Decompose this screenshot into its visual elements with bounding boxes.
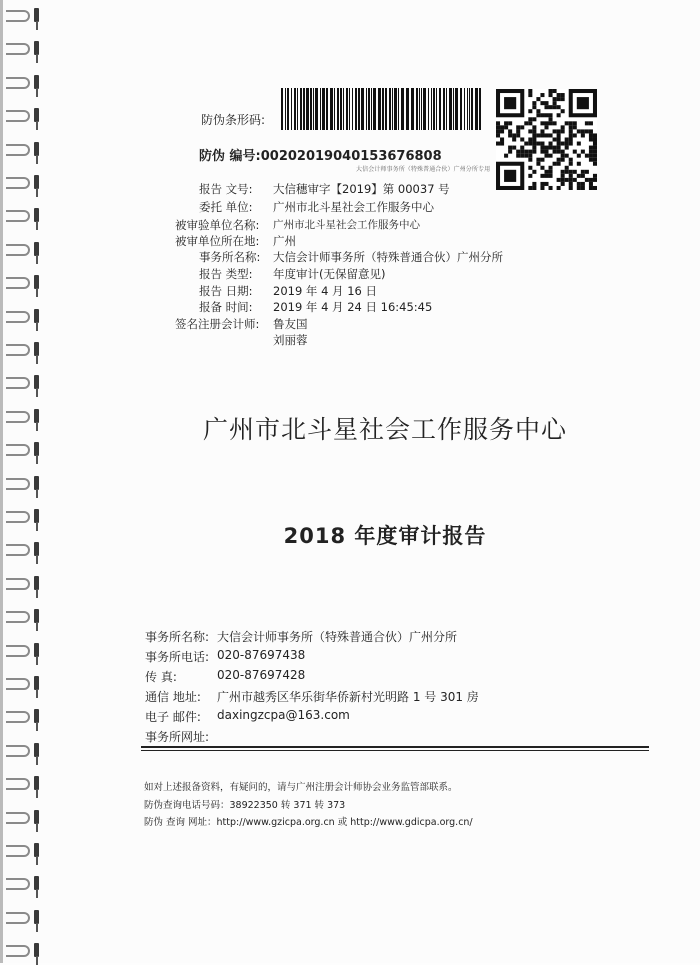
hole-mark	[36, 322, 38, 331]
ring-wire	[6, 912, 30, 924]
ring-wire	[6, 244, 30, 256]
info-value: 年度审计(无保留意见)	[273, 267, 386, 281]
firm-value: 大信会计师事务所（特殊普通合伙）广州分所	[217, 630, 458, 644]
info-value: 广州市北斗星社会工作服务中心	[273, 200, 434, 214]
hole-mark	[36, 288, 38, 297]
hole-mark	[36, 956, 38, 965]
punch-hole	[34, 643, 39, 657]
punch-hole	[34, 709, 39, 723]
binding-ring	[6, 743, 40, 757]
hole-mark	[36, 388, 38, 397]
punch-hole	[34, 843, 39, 857]
ring-wire	[6, 177, 30, 189]
binding-ring	[6, 242, 40, 256]
punch-hole	[34, 8, 39, 22]
punch-hole	[34, 576, 39, 590]
page-edge	[0, 0, 3, 963]
punch-hole	[34, 208, 39, 222]
hole-mark	[36, 255, 38, 264]
binding-ring	[6, 910, 40, 924]
punch-hole	[34, 41, 39, 55]
ring-wire	[6, 611, 30, 623]
info-value: 大信穗审字【2019】第 00037 号	[273, 182, 450, 196]
anti-fake-code-value: 00202019040153676808	[260, 149, 442, 164]
ring-wire	[6, 578, 30, 590]
ring-wire	[6, 344, 30, 356]
ring-wire	[6, 311, 30, 323]
binding-ring	[6, 676, 40, 690]
info-value: 广州	[273, 234, 296, 248]
hole-mark	[36, 622, 38, 631]
ring-wire	[6, 110, 30, 122]
ring-wire	[6, 277, 30, 289]
firm-value: daxingzcpa@163.com	[217, 708, 350, 722]
seal-stamp-text: 大信会计师事务所（特殊普通合伙）广州分所专用	[356, 166, 491, 173]
hole-mark	[36, 54, 38, 63]
info-label: 报告 类型:	[199, 267, 253, 281]
punch-hole	[34, 609, 39, 623]
binding-ring	[6, 943, 40, 957]
firm-label: 通信 地址:	[145, 690, 201, 704]
info-value: 鲁友国	[273, 317, 308, 331]
binding-ring	[6, 776, 40, 790]
info-label: 报告 文号:	[199, 182, 253, 196]
hole-mark	[36, 589, 38, 598]
ring-wire	[6, 778, 30, 790]
hole-mark	[36, 221, 38, 230]
punch-hole	[34, 75, 39, 89]
punch-hole	[34, 375, 39, 389]
hole-mark	[36, 88, 38, 97]
firm-label: 电子 邮件:	[145, 710, 201, 724]
hole-mark	[36, 555, 38, 564]
ring-wire	[6, 377, 30, 389]
info-value: 大信会计师事务所（特殊普通合伙）广州分所	[273, 250, 503, 264]
info-value: 2019 年 4 月 24 日 16:45:45	[273, 300, 433, 314]
footer-note: 如对上述报备资料，有疑问的，请与广州注册会计师协会业务监管部联系。	[144, 782, 458, 793]
binding-ring	[6, 576, 40, 590]
ring-wire	[6, 845, 30, 857]
ring-wire	[6, 210, 30, 222]
punch-hole	[34, 142, 39, 156]
hole-mark	[36, 856, 38, 865]
ring-wire	[6, 77, 30, 89]
barcode-label: 防伪条形码:	[201, 113, 266, 127]
ring-wire	[6, 678, 30, 690]
firm-label: 事务所网址:	[145, 730, 210, 744]
binding-ring	[6, 876, 40, 890]
info-label: 报告 日期:	[199, 284, 253, 298]
punch-hole	[34, 776, 39, 790]
ring-wire	[6, 144, 30, 156]
info-label: 委托 单位:	[199, 200, 253, 214]
report-title: 2018 年度审计报告	[283, 524, 487, 548]
binding-ring	[6, 8, 40, 22]
divider-thin	[141, 750, 649, 751]
punch-hole	[34, 242, 39, 256]
hole-mark	[36, 455, 38, 464]
binding-ring	[6, 810, 40, 824]
punch-hole	[34, 743, 39, 757]
binding-ring	[6, 476, 40, 490]
hole-mark	[36, 355, 38, 364]
info-label: 被审验单位名称:	[175, 218, 260, 232]
punch-hole	[34, 810, 39, 824]
info-label: 被审单位所在地:	[175, 234, 260, 248]
hole-mark	[36, 21, 38, 30]
ring-wire	[6, 878, 30, 890]
punch-hole	[34, 943, 39, 957]
punch-hole	[34, 910, 39, 924]
entity-title: 广州市北斗星社会工作服务中心	[202, 415, 567, 444]
hole-mark	[36, 489, 38, 498]
firm-label: 传 真:	[145, 670, 177, 684]
punch-hole	[34, 876, 39, 890]
firm-value: 020-87697438	[217, 648, 306, 662]
hole-mark	[36, 789, 38, 798]
ring-wire	[6, 478, 30, 490]
info-label: 事务所名称:	[199, 250, 261, 264]
spiral-binding	[0, 0, 48, 963]
anti-fake-code	[199, 145, 442, 164]
barcode-image	[281, 88, 481, 130]
hole-mark	[36, 923, 38, 932]
punch-hole	[34, 476, 39, 490]
info-value: 刘丽蓉	[273, 333, 308, 347]
binding-ring	[6, 609, 40, 623]
info-value: 广州市北斗星社会工作服务中心	[273, 219, 420, 231]
punch-hole	[34, 108, 39, 122]
hole-mark	[36, 155, 38, 164]
punch-hole	[34, 676, 39, 690]
info-label: 签名注册会计师:	[175, 317, 260, 331]
ring-wire	[6, 711, 30, 723]
ring-wire	[6, 43, 30, 55]
hole-mark	[36, 188, 38, 197]
punch-hole	[34, 175, 39, 189]
footer-url: 防伪 查询 网址：http://www.gzicpa.org.cn 或 http://www.gdicpa.org.cn/	[144, 817, 473, 828]
firm-value: 广州市越秀区华乐街华侨新村光明路 1 号 301 房	[217, 690, 479, 704]
ring-wire	[6, 10, 30, 22]
binding-ring	[6, 41, 40, 55]
qr-code-image	[496, 89, 597, 190]
hole-mark	[36, 656, 38, 665]
hole-mark	[36, 722, 38, 731]
hole-mark	[36, 889, 38, 898]
binding-ring	[6, 709, 40, 723]
ring-wire	[6, 812, 30, 824]
ring-wire	[6, 745, 30, 757]
binding-ring	[6, 643, 40, 657]
binding-ring	[6, 108, 40, 122]
binding-ring	[6, 175, 40, 189]
binding-ring	[6, 843, 40, 857]
info-value: 2019 年 4 月 16 日	[273, 284, 377, 298]
divider-thick	[141, 746, 649, 748]
hole-mark	[36, 689, 38, 698]
ring-wire	[6, 945, 30, 957]
punch-hole	[34, 275, 39, 289]
binding-ring	[6, 75, 40, 89]
punch-hole	[34, 309, 39, 323]
firm-value: 020-87697428	[217, 668, 306, 682]
binding-ring	[6, 309, 40, 323]
binding-ring	[6, 342, 40, 356]
firm-label: 事务所名称:	[145, 630, 210, 644]
hole-mark	[36, 823, 38, 832]
footer-phone: 防伪查询电话号码：38922350 转 371 转 373	[144, 800, 346, 811]
ring-wire	[6, 645, 30, 657]
binding-ring	[6, 142, 40, 156]
anti-fake-code-label: 防伪 编号:	[199, 149, 261, 164]
info-label: 报备 时间:	[199, 300, 253, 314]
binding-ring	[6, 375, 40, 389]
binding-ring	[6, 208, 40, 222]
punch-hole	[34, 342, 39, 356]
hole-mark	[36, 121, 38, 130]
hole-mark	[36, 756, 38, 765]
firm-label: 事务所电话:	[145, 650, 210, 664]
binding-ring	[6, 275, 40, 289]
